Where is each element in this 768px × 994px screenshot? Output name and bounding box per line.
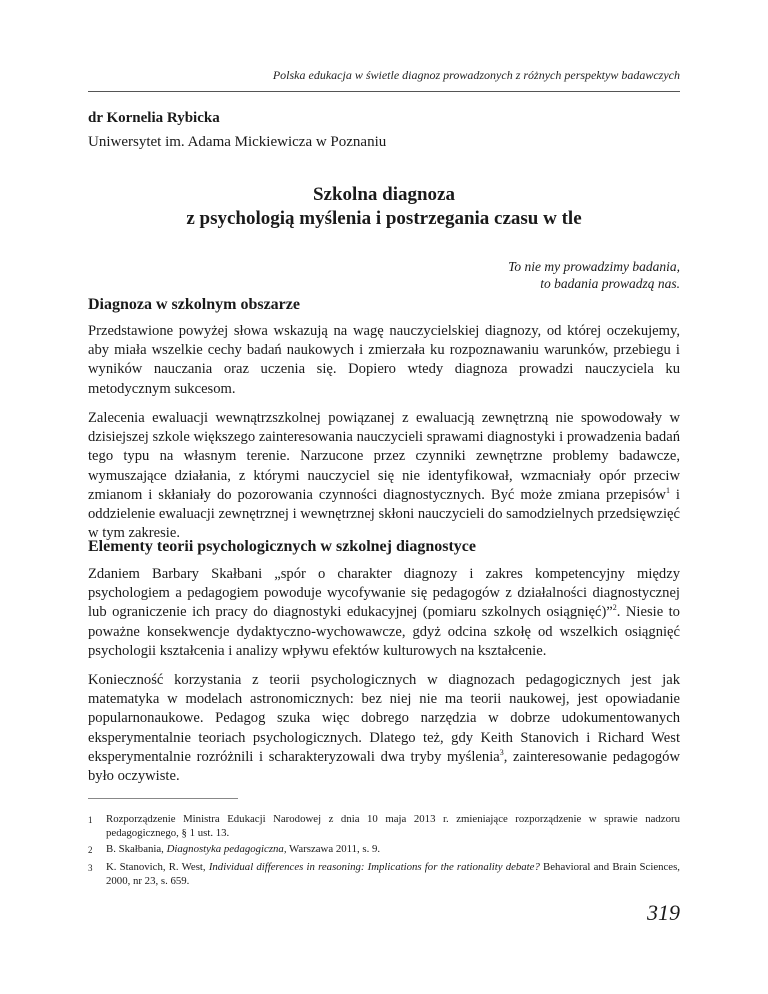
title-line-1: Szkolna diagnoza xyxy=(312,184,455,205)
article-title xyxy=(88,183,680,231)
footnote-text-pre: K. Stanovich, R. West, xyxy=(106,861,209,873)
footnote-1 xyxy=(88,812,680,840)
footnote-text-pre: B. Skałbania, xyxy=(106,843,167,855)
footnote-number: 1 xyxy=(88,815,93,825)
footnote-text-post: Behavioral and Brain Sciences, 2000, nr 23, s. 659. xyxy=(106,861,680,887)
paragraph-1: Przedstawione powyżej słowa wskazują na wagę nauczycielskiej diagnozy, od której oczekujemy, aby miała wszelkie cechy badań naukowych i zmierzała ku rozpoznawaniu warunków, przebiegu i wyników nauczania oraz uczenia się. Dopiero wtedy diagnoza prowadzi nauczyciela ku metodycznym sukcesom. xyxy=(88,323,680,397)
section-heading-2: Elementy teorii psychologicznych w szkolnej diagnostyce xyxy=(88,538,476,555)
title-line-2: z psychologią myślenia i postrzegania czasu w tle xyxy=(186,208,582,229)
footnote-text-italic: Individual differences in reasoning: Implications for the rationality debate? xyxy=(208,861,540,873)
paragraph-3 xyxy=(88,565,680,661)
footnote-text xyxy=(106,860,680,888)
paragraph-2-text-a: Zalecenia ewaluacji wewnątrzszkolnej powiązanej z ewaluacją zewnętrzną nie spowodowały w dzisiejszej szkole większego zainteresowania nauczycieli sprawami diagnostyki i prowadzenia badań tego typu na własnym terenie. Narzucone przez czynniki zewnętrzne problemy badawcze, wymuszające działania, z którymi nauczyciel się nie identyfikował, wzmacniały opór przeciw zmianom i skłaniały do pozorowania czynności diagnostycznych. Być może zmiana przepisów xyxy=(88,410,680,503)
footnote-ref-2: 2 xyxy=(612,603,617,613)
author-affiliation: Uniwersytet im. Adama Mickiewicza w Poznaniu xyxy=(88,134,387,150)
paragraph-2-text-b: i oddzielenie ewaluacji zewnętrznej i wewnętrznej skłoni nauczycieli do samodzielnych przedsięwzięć w tym zakresie. xyxy=(88,486,680,542)
footnote-text xyxy=(106,812,680,840)
paragraph-3-text-b: . Niesie to poważne konsekwencje dydaktyczno-wychowawcze, gdyż odcina szkołę od wszelkich osiągnięć psychologii kształcenia i analizy wpływu efektów kulturowych na kształcenie. xyxy=(88,604,680,659)
author-name: dr Kornelia Rybicka xyxy=(88,110,220,126)
header-rule xyxy=(88,91,680,92)
page-number: 319 xyxy=(647,900,680,925)
footnote-text-pre: Rozporządzenie Ministra Edukacji Narodowej z dnia 10 maja 2013 r. zmieniające rozporządzenie w sprawie nadzoru pedagogicznego, § 1 ust. 13. xyxy=(106,813,680,839)
paragraph-4-text-a: Konieczność korzystania z teorii psychologicznych w diagnozach pedagogicznych jest jak matematyka w modelach astronomicznych: bez niej nie ma teorii naukowej, jest opowiadanie popularnonaukowe. Pedagog szuka więc dobrego narzędzia w dobrze udokumentowanych eksperymentalnie teoriach psychologicznych. Dlatego też, gdy Keith Stanovich i Richard West eksperymentalnie rozróżnili i scharakteryzowali dwa tryby myślenia xyxy=(88,672,680,765)
section-heading-1: Diagnoza w szkolnym obszarze xyxy=(88,296,300,313)
paragraph-3-text-a: Zdaniem Barbary Skałbani „spór o charakter diagnozy i zakres kompetencyjny między psychologiem a pedagogiem powoduje wycofywanie się pedagogów z działalności diagnostycznej lub ograniczenie ich pracy do diagnostyki edukacyjnej (pomiaru szkolnych osiągnięć)” xyxy=(88,566,680,621)
epigraph xyxy=(380,258,680,292)
running-head: Polska edukacja w świetle diagnoz prowadzonych z różnych perspektyw badawczych xyxy=(272,68,680,82)
paragraph-4 xyxy=(88,671,680,786)
paragraph-2 xyxy=(88,409,680,543)
footnote-rule xyxy=(88,798,238,799)
footnote-text xyxy=(106,842,680,857)
footnote-2 xyxy=(88,842,680,857)
footnote-text-post: Warszawa 2011, s. 9. xyxy=(286,843,381,855)
footnote-ref-1: 1 xyxy=(665,485,670,495)
footnote-text-italic: Diagnostyka pedagogiczna, xyxy=(166,843,287,855)
paragraph-4-text-b: , zainteresowanie pedagogów było oczywiste. xyxy=(88,748,681,785)
footnote-number: 3 xyxy=(88,863,93,873)
footnote-number: 2 xyxy=(88,845,93,855)
epigraph-line-2: to badania prowadzą nas. xyxy=(540,276,680,291)
footnote-ref-3: 3 xyxy=(499,747,504,757)
footnote-3 xyxy=(88,860,680,888)
epigraph-line-1: To nie my prowadzimy badania, xyxy=(508,259,680,274)
